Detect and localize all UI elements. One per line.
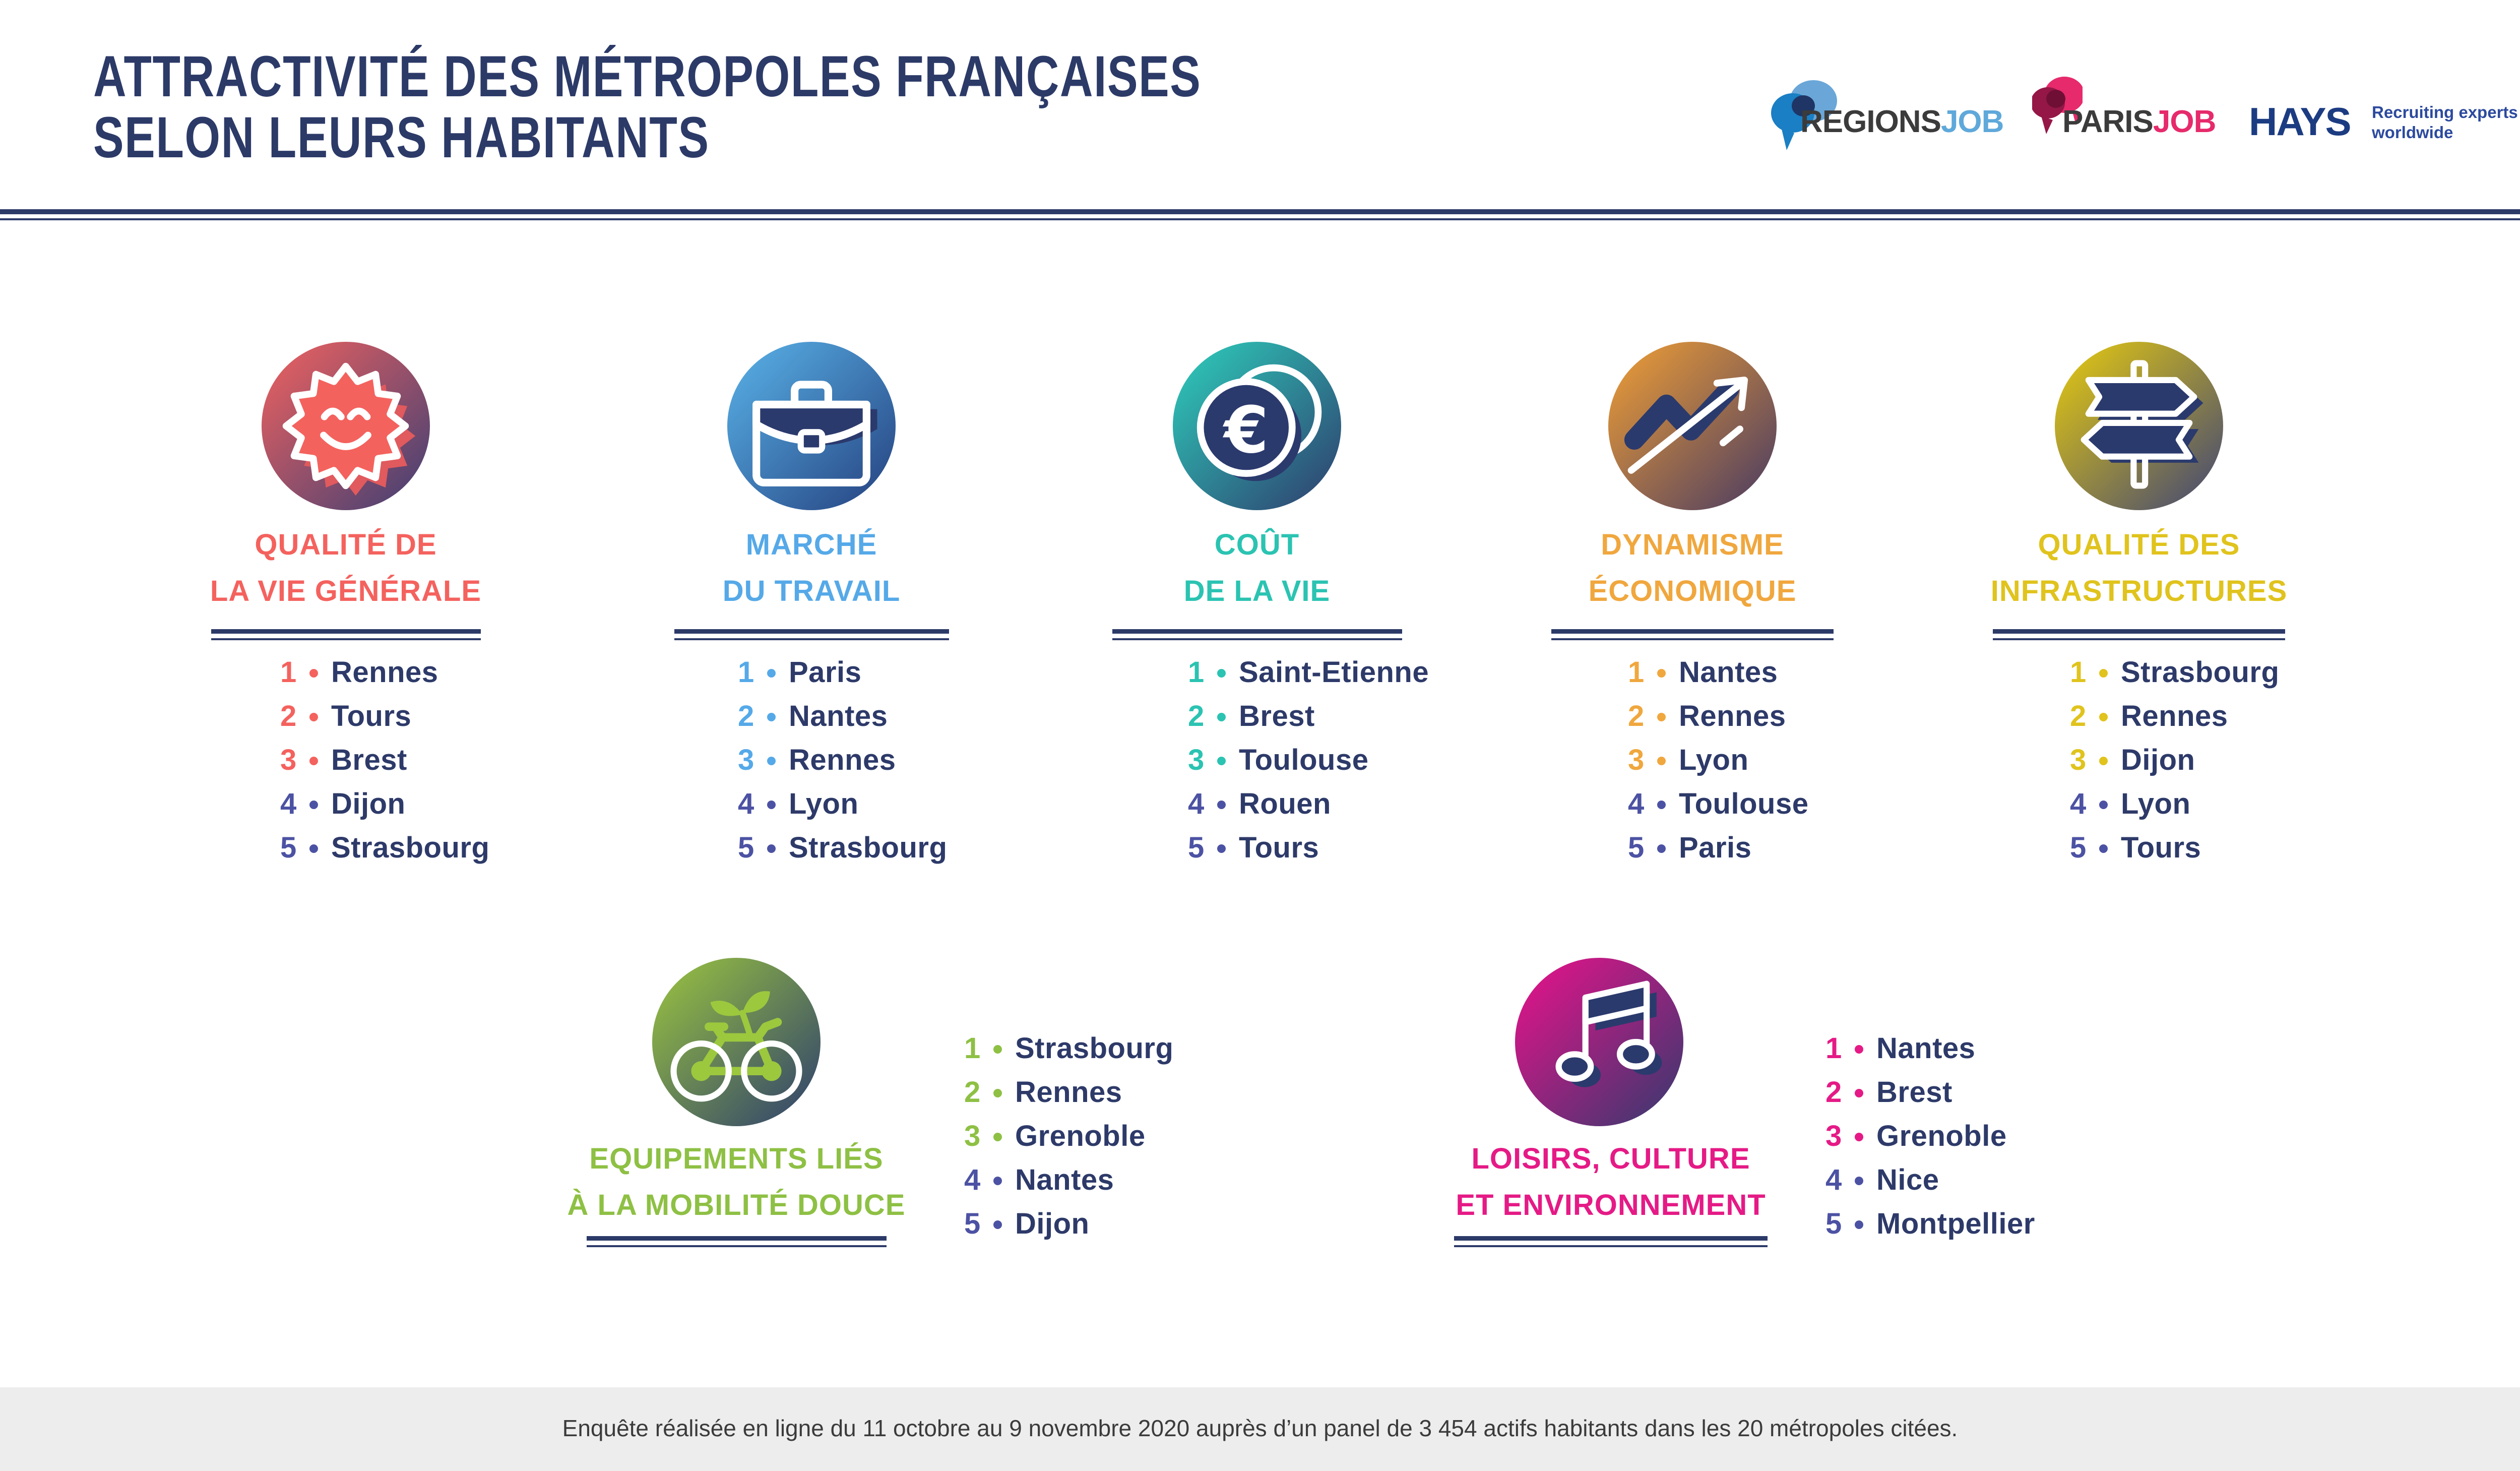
rank-city: Strasbourg <box>2121 656 2280 689</box>
euro-coins-icon <box>1173 342 1341 510</box>
footer-note: Enquête réalisée en ligne du 11 octobre au 9 novembre 2020 auprès d’un panel de 3 454 actifs habitants dans les 20 métropoles citées. <box>562 1415 1958 1441</box>
ranking-row <box>1628 826 1808 870</box>
ranking-row <box>1628 738 1808 782</box>
rank-number: 1 <box>1188 656 1205 689</box>
ranking-row <box>2070 738 2279 782</box>
rank-bullet-icon <box>1657 801 1666 809</box>
rank-bullet-icon <box>2099 844 2108 853</box>
ranking-row <box>1825 1070 2035 1114</box>
rank-bullet-icon <box>1217 757 1226 765</box>
rank-bullet-icon <box>1855 1089 1863 1097</box>
ranking-row <box>280 826 489 870</box>
rank-city: Nantes <box>1679 656 1778 689</box>
category-ranking-dynamisme-economique <box>1628 650 1808 870</box>
rank-number: 4 <box>2070 787 2087 820</box>
rank-number: 3 <box>1188 744 1205 776</box>
category-title-underline <box>674 629 949 640</box>
rank-number: 2 <box>738 700 754 732</box>
rank-city: Grenoble <box>1015 1120 1146 1152</box>
ranking-row <box>1628 782 1808 826</box>
sun-smiley-icon <box>262 342 430 510</box>
hays-tagline-line1: Recruiting experts <box>2372 103 2518 121</box>
rank-bullet-icon <box>2099 713 2108 721</box>
category-title-line: MARCHÉ <box>745 528 877 561</box>
rank-bullet-icon <box>1217 669 1226 678</box>
category-title-line: COÛT <box>1214 528 1300 561</box>
ranking-row <box>1188 738 1429 782</box>
ranking-row <box>964 1114 1173 1158</box>
category-title-line: EQUIPEMENTS LIÉS <box>589 1142 884 1175</box>
underline-thin <box>587 1245 887 1247</box>
rank-city: Rennes <box>1679 700 1786 732</box>
rank-bullet-icon <box>993 1045 1002 1054</box>
rank-number: 5 <box>2070 831 2087 864</box>
category-title-underline <box>1454 1236 1768 1247</box>
category-title-line: À LA MOBILITÉ DOUCE <box>567 1189 906 1221</box>
category-title-line: ÉCONOMIQUE <box>1588 575 1797 607</box>
ranking-row <box>2070 782 2279 826</box>
rank-city: Montpellier <box>1876 1207 2035 1240</box>
rank-city: Tours <box>2121 831 2201 864</box>
rank-bullet-icon <box>2099 801 2108 809</box>
rank-city: Brest <box>1876 1076 1952 1109</box>
bicycle-icon <box>652 958 821 1126</box>
underline-thin <box>1993 638 2285 640</box>
rank-number: 2 <box>964 1076 981 1109</box>
rank-number: 5 <box>1188 831 1205 864</box>
rank-bullet-icon <box>309 844 318 853</box>
rank-city: Tours <box>331 700 412 732</box>
parisjob-logo-part1: PARIS <box>2062 104 2153 139</box>
ranking-row <box>280 782 489 826</box>
category-title-equipements-mobilite-douce <box>484 1136 988 1229</box>
ranking-row <box>738 782 947 826</box>
ranking-row <box>1188 650 1429 694</box>
rank-city: Nantes <box>1015 1163 1114 1196</box>
rank-bullet-icon <box>1855 1220 1863 1229</box>
ranking-row <box>280 650 489 694</box>
svg-text:€: € <box>1224 393 1269 468</box>
ranking-row <box>738 650 947 694</box>
rank-number: 5 <box>738 831 754 864</box>
rank-city: Nice <box>1876 1163 1939 1196</box>
ranking-row <box>1825 1202 2035 1246</box>
rank-city: Dijon <box>2121 744 2195 776</box>
rank-bullet-icon <box>1657 669 1666 678</box>
ranking-row <box>1188 826 1429 870</box>
parisjob-logo-part2: JOB <box>2153 104 2216 139</box>
rank-number: 1 <box>280 656 297 689</box>
category-title-qualite-vie-generale <box>94 522 598 615</box>
rank-city: Saint-Etienne <box>1239 656 1429 689</box>
rank-number: 2 <box>2070 700 2087 732</box>
rank-city: Lyon <box>1679 744 1749 776</box>
rank-city: Rouen <box>1239 787 1331 820</box>
rank-number: 3 <box>1825 1120 1842 1152</box>
category-title-line: DE LA VIE <box>1183 575 1331 607</box>
category-title-line: QUALITÉ DES <box>2038 528 2240 561</box>
rank-bullet-icon <box>309 669 318 678</box>
ranking-row <box>964 1202 1173 1246</box>
rank-bullet-icon <box>767 713 776 721</box>
regionsjob-logo-part1: REGIONS <box>1800 104 1941 139</box>
underline-thick <box>674 629 949 634</box>
ranking-row <box>2070 650 2279 694</box>
rank-city: Tours <box>1239 831 1319 864</box>
ranking-row <box>280 738 489 782</box>
rank-city: Dijon <box>331 787 406 820</box>
rank-number: 5 <box>964 1207 981 1240</box>
underline-thick <box>587 1236 887 1241</box>
category-ranking-qualite-des-infrastructures <box>2070 650 2279 870</box>
rank-city: Strasbourg <box>331 831 490 864</box>
underline-thin <box>674 638 949 640</box>
rank-bullet-icon <box>993 1220 1002 1229</box>
rank-bullet-icon <box>1217 844 1226 853</box>
rank-number: 4 <box>964 1163 981 1196</box>
rank-city: Lyon <box>789 787 859 820</box>
ranking-row <box>2070 694 2279 738</box>
rank-number: 5 <box>1628 831 1645 864</box>
category-title-line: ET ENVIRONNEMENT <box>1456 1189 1766 1221</box>
ranking-row <box>1628 694 1808 738</box>
category-title-line: LOISIRS, CULTURE <box>1471 1142 1750 1175</box>
rank-city: Rennes <box>331 656 438 689</box>
category-ranking-marche-du-travail <box>738 650 947 870</box>
rank-bullet-icon <box>993 1177 1002 1185</box>
rank-bullet-icon <box>767 669 776 678</box>
rank-number: 3 <box>2070 744 2087 776</box>
category-title-loisirs-culture-environnement <box>1359 1136 1863 1229</box>
rank-number: 4 <box>280 787 297 820</box>
ranking-row <box>2070 826 2279 870</box>
rank-number: 1 <box>2070 656 2087 689</box>
rank-bullet-icon <box>1657 844 1666 853</box>
rank-city: Paris <box>789 656 862 689</box>
rank-number: 2 <box>1628 700 1645 732</box>
rank-city: Toulouse <box>1679 787 1809 820</box>
regionsjob-logo-part2: JOB <box>1940 104 2004 139</box>
rank-number: 2 <box>1188 700 1205 732</box>
rank-city: Paris <box>1679 831 1752 864</box>
category-ranking-equipements-mobilite-douce <box>964 1026 1173 1246</box>
category-title-line: LA VIE GÉNÉRALE <box>210 575 482 607</box>
rank-number: 3 <box>1628 744 1645 776</box>
parisjob-logo <box>2062 104 2216 140</box>
underline-thin <box>1454 1245 1768 1247</box>
category-title-underline <box>211 629 481 640</box>
rank-bullet-icon <box>1657 713 1666 721</box>
rank-bullet-icon <box>1217 713 1226 721</box>
rank-number: 5 <box>1825 1207 1842 1240</box>
rank-city: Strasbourg <box>789 831 948 864</box>
rank-number: 4 <box>1188 787 1205 820</box>
category-title-marche-du-travail <box>559 522 1063 615</box>
rank-bullet-icon <box>1217 801 1226 809</box>
rank-bullet-icon <box>2099 669 2108 678</box>
rank-bullet-icon <box>767 844 776 853</box>
rank-bullet-icon <box>993 1089 1002 1097</box>
rank-number: 3 <box>738 744 754 776</box>
rank-city: Lyon <box>2121 787 2191 820</box>
category-title-qualite-des-infrastructures <box>1887 522 2391 615</box>
rank-number: 3 <box>964 1120 981 1152</box>
category-title-dynamisme-economique <box>1440 522 1944 615</box>
hays-tagline-line2: worldwide <box>2372 123 2453 142</box>
ranking-row <box>738 826 947 870</box>
page-title-line1: ATTRACTIVITÉ DES MÉTROPOLES FRANÇAISES <box>93 44 1202 109</box>
hays-logo: HAYS <box>2249 99 2351 144</box>
underline-thin <box>1112 638 1402 640</box>
category-title-line: DU TRAVAIL <box>722 575 901 607</box>
hays-tagline <box>2372 102 2518 143</box>
category-title-cout-de-la-vie <box>1005 522 1509 615</box>
header-divider-thin <box>0 218 2520 220</box>
category-title-line: DYNAMISME <box>1601 528 1784 561</box>
signpost-icon <box>2055 342 2223 510</box>
rank-number: 2 <box>1825 1076 1842 1109</box>
rank-bullet-icon <box>1855 1177 1863 1185</box>
rank-city: Grenoble <box>1876 1120 2007 1152</box>
ranking-row <box>1825 1158 2035 1202</box>
ranking-row <box>964 1070 1173 1114</box>
underline-thick <box>1551 629 1834 634</box>
category-ranking-cout-de-la-vie <box>1188 650 1429 870</box>
underline-thick <box>211 629 481 634</box>
ranking-row <box>1188 694 1429 738</box>
rank-number: 1 <box>964 1032 981 1065</box>
category-title-underline <box>1993 629 2285 640</box>
rank-bullet-icon <box>993 1133 1002 1141</box>
rank-city: Brest <box>1239 700 1315 732</box>
rank-bullet-icon <box>2099 757 2108 765</box>
rank-number: 1 <box>738 656 754 689</box>
rank-bullet-icon <box>309 713 318 721</box>
rank-bullet-icon <box>309 801 318 809</box>
underline-thick <box>1112 629 1402 634</box>
rank-bullet-icon <box>1657 757 1666 765</box>
rank-bullet-icon <box>1855 1045 1863 1054</box>
category-title-line: QUALITÉ DE <box>255 528 437 561</box>
rank-number: 5 <box>280 831 297 864</box>
rank-number: 4 <box>1628 787 1645 820</box>
ranking-row <box>1628 650 1808 694</box>
rank-number: 3 <box>280 744 297 776</box>
category-ranking-qualite-vie-generale <box>280 650 489 870</box>
rank-city: Rennes <box>2121 700 2228 732</box>
growth-chart-icon <box>1608 342 1777 510</box>
page-title-line2: SELON LEURS HABITANTS <box>93 105 710 170</box>
rank-bullet-icon <box>309 757 318 765</box>
rank-city: Rennes <box>789 744 896 776</box>
rank-city: Nantes <box>1876 1032 1976 1065</box>
ranking-row <box>1188 782 1429 826</box>
underline-thick <box>1993 629 2285 634</box>
category-ranking-loisirs-culture-environnement <box>1825 1026 2035 1246</box>
rank-city: Brest <box>331 744 407 776</box>
ranking-row <box>280 694 489 738</box>
underline-thick <box>1454 1236 1768 1241</box>
rank-number: 4 <box>1825 1163 1842 1196</box>
ranking-row <box>964 1158 1173 1202</box>
rank-number: 2 <box>280 700 297 732</box>
category-title-line: INFRASTRUCTURES <box>1990 575 2288 607</box>
ranking-row <box>738 738 947 782</box>
rank-number: 1 <box>1825 1032 1842 1065</box>
category-title-underline <box>1112 629 1402 640</box>
rank-number: 4 <box>738 787 754 820</box>
ranking-row <box>1825 1114 2035 1158</box>
regionsjob-logo <box>1800 104 2003 140</box>
rank-bullet-icon <box>767 801 776 809</box>
page-title <box>93 46 1201 168</box>
category-title-underline <box>1551 629 1834 640</box>
rank-city: Nantes <box>789 700 888 732</box>
rank-city: Dijon <box>1015 1207 1090 1240</box>
rank-city: Rennes <box>1015 1076 1122 1109</box>
underline-thin <box>211 638 481 640</box>
briefcase-icon <box>727 342 896 510</box>
header-divider-thick <box>0 209 2520 214</box>
music-note-icon <box>1515 958 1683 1126</box>
rank-bullet-icon <box>1855 1133 1863 1141</box>
rank-bullet-icon <box>767 757 776 765</box>
category-title-underline <box>587 1236 887 1247</box>
underline-thin <box>1551 638 1834 640</box>
rank-city: Toulouse <box>1239 744 1369 776</box>
rank-city: Strasbourg <box>1015 1032 1174 1065</box>
ranking-row <box>964 1026 1173 1070</box>
rank-number: 1 <box>1628 656 1645 689</box>
ranking-row <box>738 694 947 738</box>
ranking-row <box>1825 1026 2035 1070</box>
